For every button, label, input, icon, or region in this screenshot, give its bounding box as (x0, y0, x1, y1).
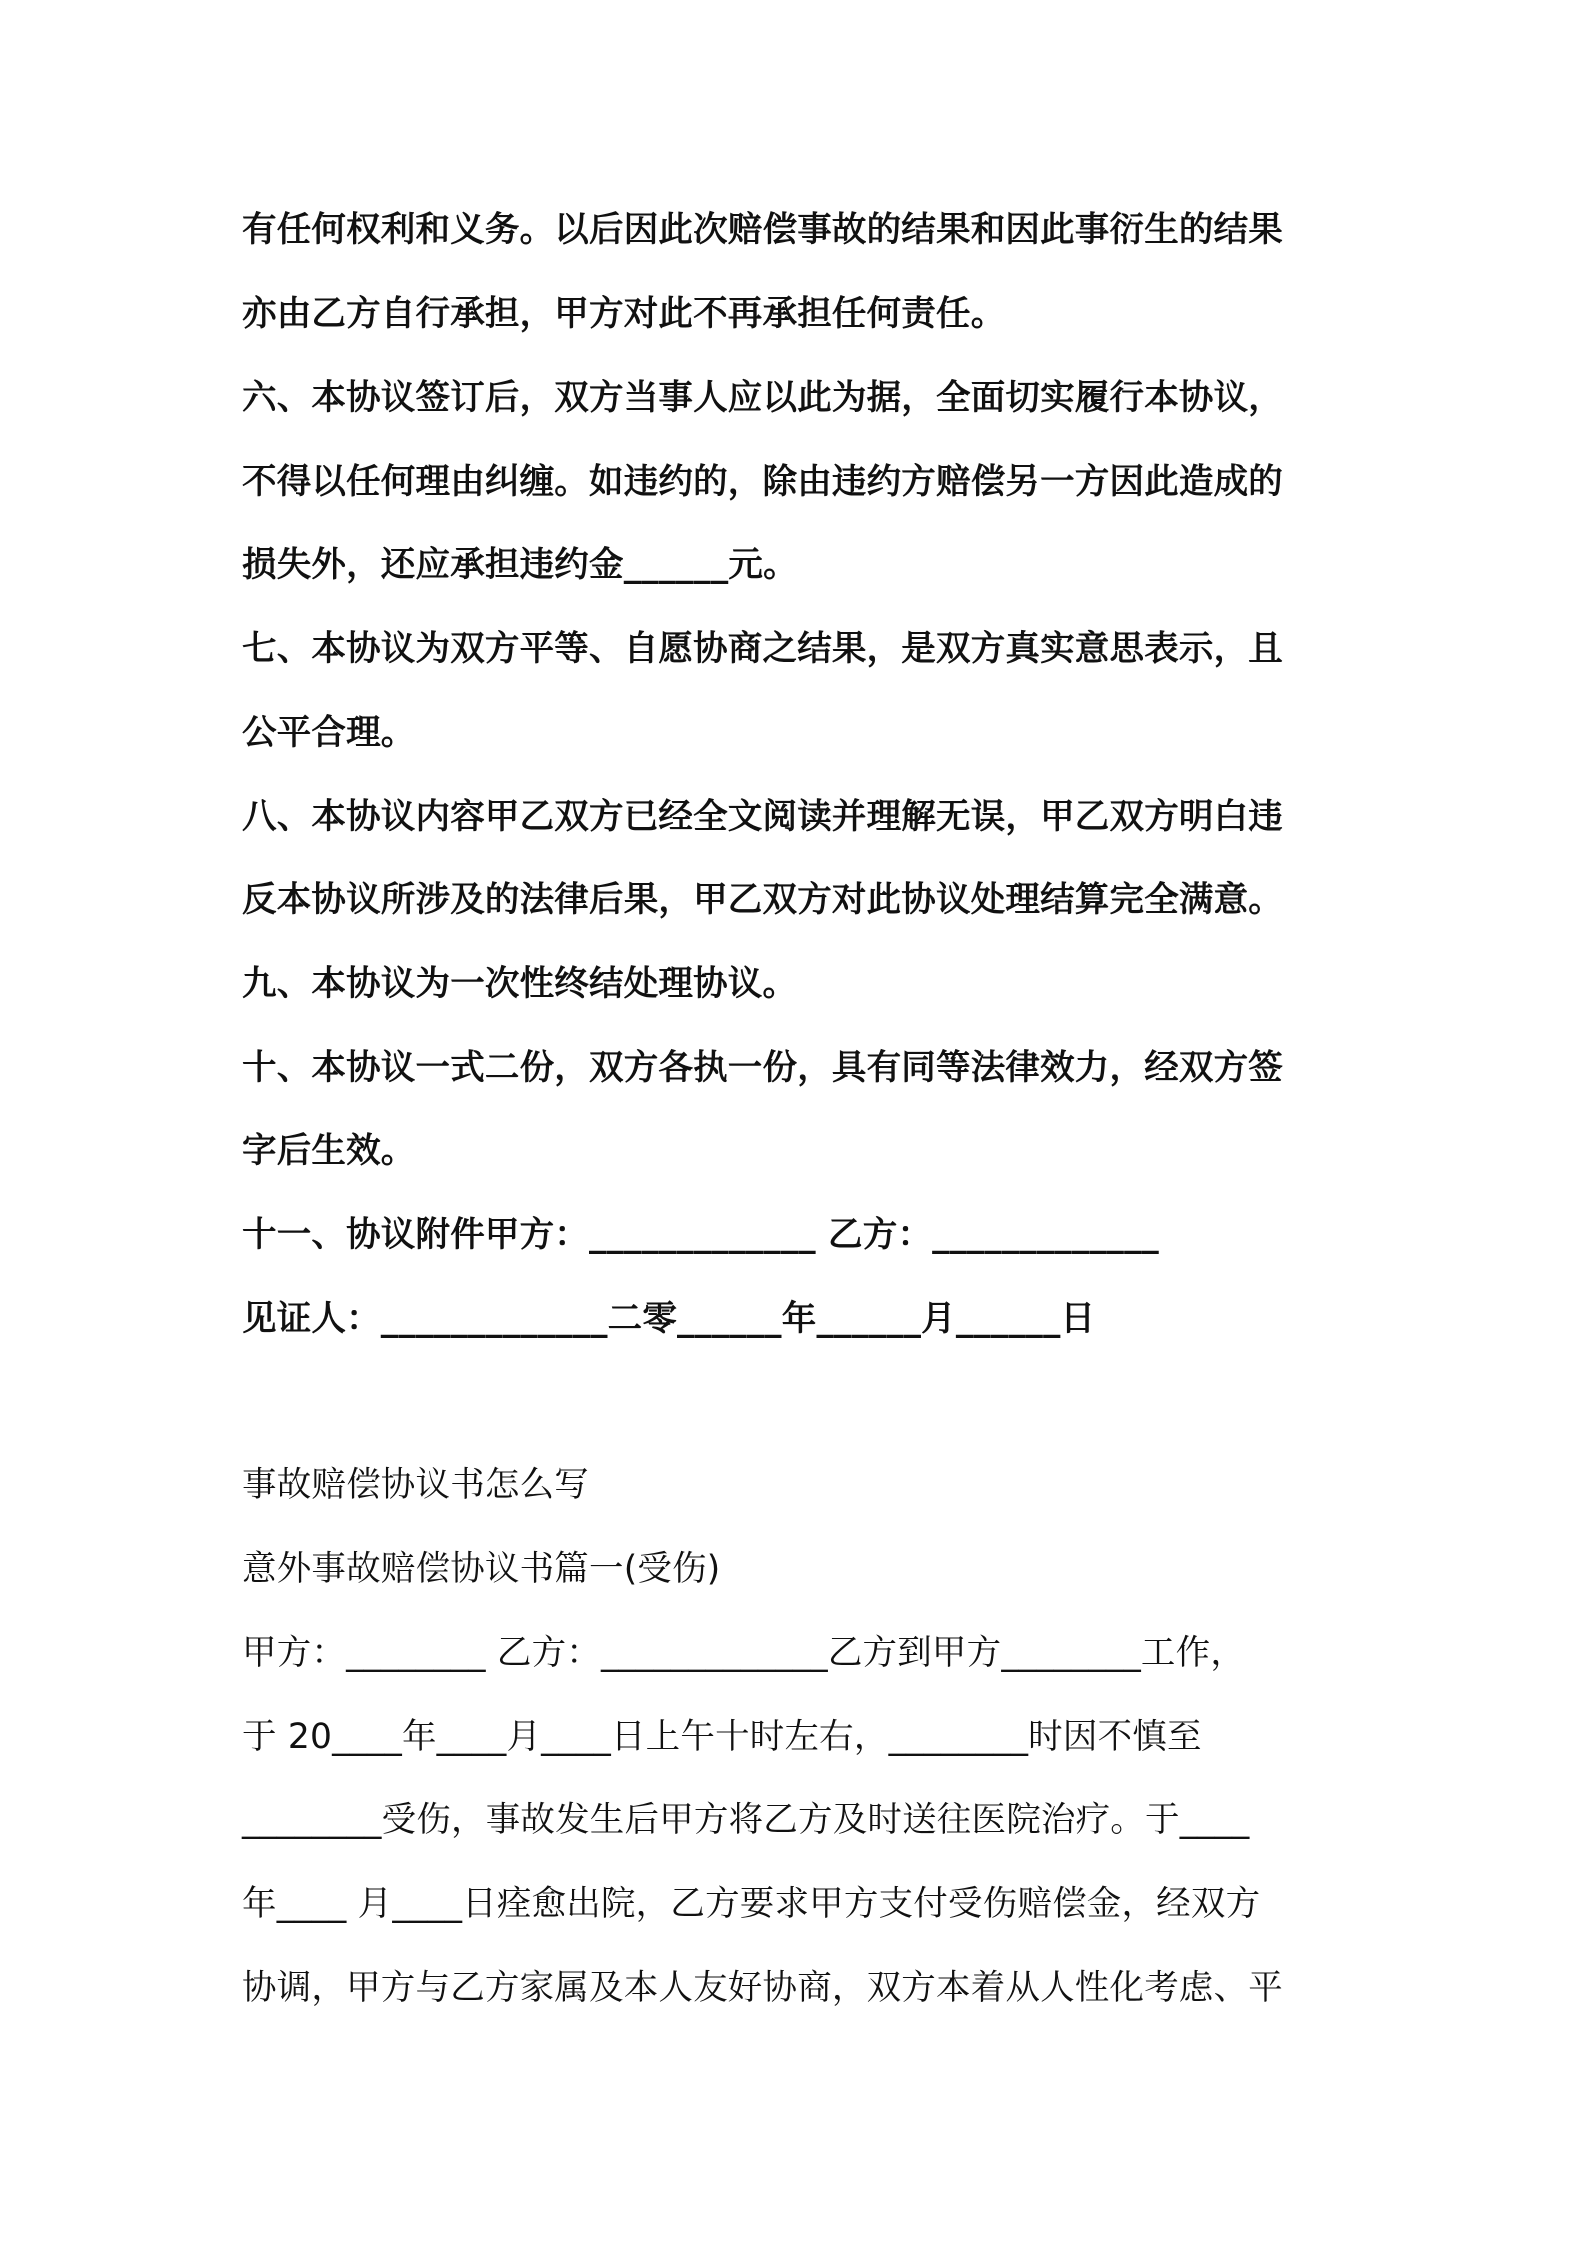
paragraph-line: 于 20____年____月____日上午十时左右，________时因不慎至 (242, 1717, 1202, 1757)
paragraph-line: 有任何权利和义务。以后因此次赔偿事故的结果和因此事衍生的结果 (242, 210, 1283, 250)
paragraph-line: 甲方：________ 乙方：_____________乙方到甲方________工作， (242, 1633, 1246, 1673)
paragraph-line: 八、本协议内容甲乙双方已经全文阅读并理解无误，甲乙双方明白违 (242, 797, 1283, 837)
paragraph-line: 协调，甲方与乙方家属及本人友好协商，双方本着从人性化考虑、平 (242, 1968, 1283, 2008)
paragraph-line: 年____ 月____日痊愈出院，乙方要求甲方支付受伤赔偿金，经双方 (242, 1884, 1261, 1924)
paragraph-line: 十、本协议一式二份，双方各执一份，具有同等法律效力，经双方签 (242, 1048, 1283, 1088)
section-heading: 事故赔偿协议书怎么写 (242, 1465, 589, 1505)
paragraph-line: 六、本协议签订后，双方当事人应以此为据，全面切实履行本协议， (242, 378, 1283, 418)
witness-date-line: 见证人：_____________二零______年______月______日 (242, 1299, 1096, 1339)
paragraph-line: 字后生效。 (242, 1131, 416, 1171)
paragraph-line: 九、本协议为一次性终结处理协议。 (242, 964, 798, 1004)
paragraph-line: ________受伤，事故发生后甲方将乙方及时送往医院治疗。于____ (242, 1800, 1250, 1840)
paragraph-line: 损失外，还应承担违约金______元。 (242, 545, 798, 585)
paragraph-line: 反本协议所涉及的法律后果，甲乙双方对此协议处理结算完全满意。 (242, 880, 1283, 920)
paragraph-line: 不得以任何理由纠缠。如违约的，除由违约方赔偿另一方因此造成的 (242, 462, 1283, 502)
signature-line: 十一、协议附件甲方：_____________ 乙方：_____________ (242, 1215, 1160, 1255)
paragraph-line: 公平合理。 (242, 713, 416, 753)
section-subheading: 意外事故赔偿协议书篇一(受伤) (242, 1549, 721, 1589)
paragraph-line: 亦由乙方自行承担，甲方对此不再承担任何责任。 (242, 294, 1006, 334)
paragraph-line: 七、本协议为双方平等、自愿协商之结果，是双方真实意思表示，且 (242, 629, 1283, 669)
